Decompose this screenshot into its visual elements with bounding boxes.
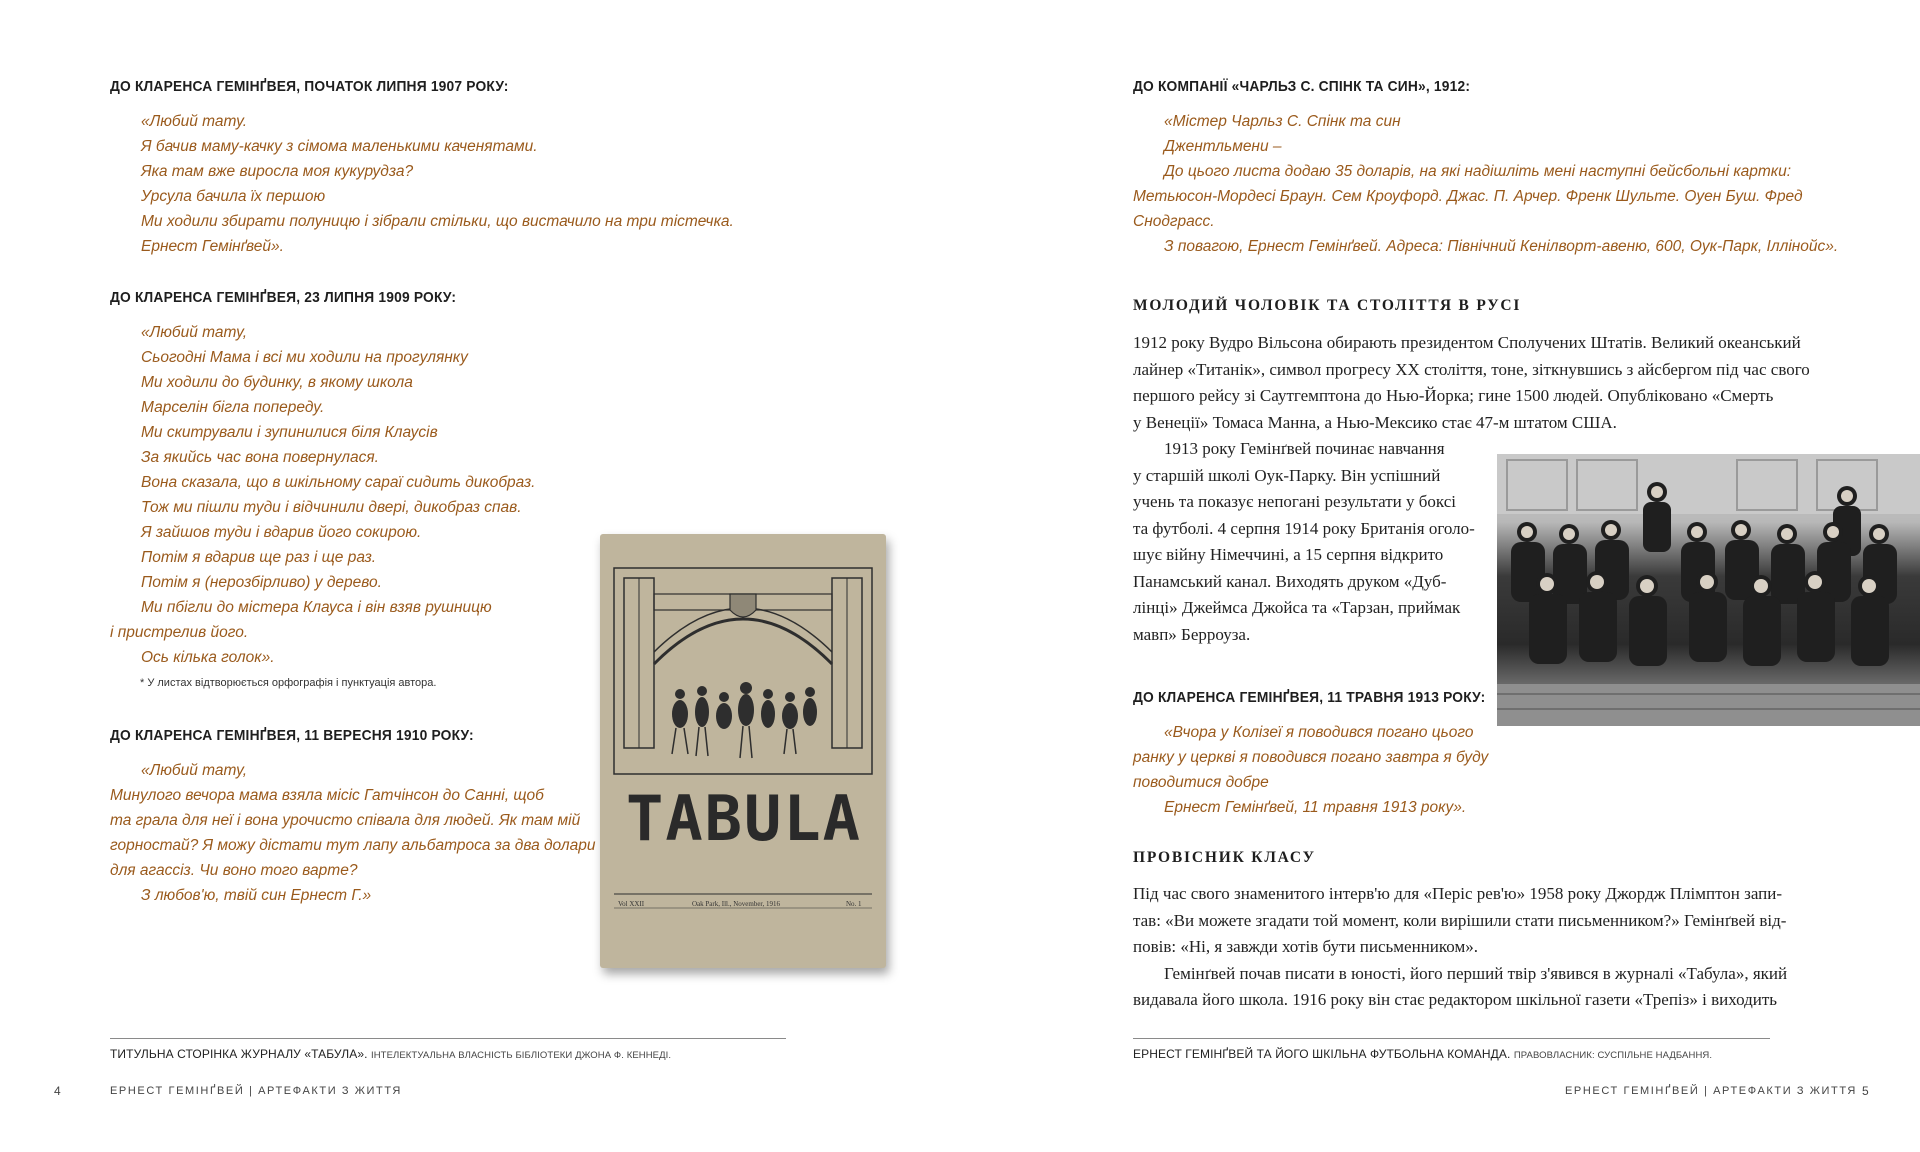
section-title: МОЛОДИЙ ЧОЛОВІК ТА СТОЛІТТЯ В РУСІ [1133,297,1522,314]
tabula-title: TABULA [626,782,862,855]
letter-line: Урсула бачила їх першою [141,188,326,205]
letter-line: Ми пбігли до містера Клауса і він взяв рушницю [141,599,492,616]
body-line: першого рейсу зі Саутгемптона до Нью-Йорка; гине 1500 людей. Опубліковано «Смерть [1133,386,1774,405]
caption-rule [110,1038,786,1039]
page-number: 5 [1862,1084,1869,1098]
letter-heading: ДО КЛАРЕНСА ГЕМІНҐВЕЯ, 11 ТРАВНЯ 1913 РОКУ: [1133,689,1486,706]
letter-line: Ернест Гемінґвей». [141,238,284,255]
body-paragraph [1133,436,1475,648]
body-line: лінці» Джеймса Джойса та «Тарзан, приймак [1133,598,1461,617]
letter-line: горностай? Я можу дістати тут лапу альбатроса за два долари [110,837,596,854]
letter-line: Ми ходили збирати полуницю і зібрали стільки, що вистачило на три тістечка. [141,213,734,230]
body-paragraph [1133,330,1810,436]
body-line: повів: «Ні, я завжди хотів бути письменником». [1133,937,1478,956]
body-line: 1913 року Гемінґвей починає навчання [1164,439,1445,458]
body-line: Під час свого знаменитого інтерв'ю для «Періс рев'ю» 1958 року Джордж Плімптон запи- [1133,884,1783,903]
letter-line: «Любий тату. [141,113,248,130]
caption-title: ТИТУЛЬНА СТОРІНКА ЖУРНАЛУ «ТАБУЛА». [110,1047,368,1061]
letter-body [1133,720,1488,820]
image-caption [110,1047,671,1061]
letter-line: «Любий тату, [141,324,248,341]
tabula-volume: Vol XXII [618,900,645,908]
body-line: видавала його школа. 1916 року він стає редактором шкільної газети «Трепіз» і виходить [1133,990,1778,1009]
letter-line: До цього листа додаю 35 доларів, на які надішліть мені наступні бейсбольні картки: [1164,163,1792,180]
letter-body [110,758,595,908]
body-line: та футболі. 4 серпня 1914 року Британія оголо- [1133,518,1475,538]
section-title: ПРОВІСНИК КЛАСУ [1133,849,1316,866]
body-line: шує війну Німеччині, а 15 серпня відкрито [1133,545,1444,564]
caption-credit: ІНТЕЛЕКТУАЛЬНА ВЛАСНІСТЬ БІБЛІОТЕКИ ДЖОНА Ф. КЕННЕДІ. [370,1050,672,1061]
letter-line: Потім я вдарив ще раз і ще раз. [141,549,377,566]
body-line: мавп» Берроуза. [1133,624,1251,644]
letter-heading: ДО КЛАРЕНСА ГЕМІНҐВЕЯ, 23 ЛИПНЯ 1909 РОКУ: [110,289,457,306]
letter-line: «Любий тату, [141,762,248,779]
letter-heading: ДО КЛАРЕНСА ГЕМІНҐВЕЯ, ПОЧАТОК ЛИПНЯ 1907 РОКУ: [110,78,509,95]
tabula-date: Oak Park, Ill., November, 1916 [692,900,780,908]
letter-line: Тож ми пішли туди і відчинили двері, дикобраз спав. [141,499,522,516]
page-number: 4 [54,1084,61,1098]
letter-line: Джентльмени – [1164,138,1282,155]
letter-body [110,109,734,259]
letter-line: для агассіз. Чи воно того варте? [110,862,358,879]
letter-line: «Містер Чарльз С. Спінк та син [1164,113,1401,130]
letter-line: Потім я (нерозбірливо) у дерево. [141,574,382,591]
letter-heading: ДО КОМПАНІЇ «ЧАРЛЬЗ С. СПІНК ТА СИН», 1912: [1133,78,1471,95]
letter-line: Ось кілька голок». [141,649,275,666]
team-photo-illustration [1497,454,1920,726]
running-head: ЕРНЕСТ ГЕМІНҐВЕЙ | АРТЕФАКТИ З ЖИТТЯ [1565,1085,1857,1097]
letter-heading: ДО КЛАРЕНСА ГЕМІНҐВЕЯ, 11 ВЕРЕСНЯ 1910 РОКУ: [110,727,474,744]
letter-line: Вона сказала, що в шкільному сараї сидить дикобраз. [141,474,536,491]
body-line: Гемінґвей почав писати в юності, його перший твір з'явився в журналі «Табула», який [1164,963,1788,983]
letter-line: Ми ходили до будинку, в якому школа [141,374,413,391]
image-caption [1133,1047,1712,1061]
tabula-number: No. 1 [846,900,862,908]
letter-body [110,320,535,670]
caption-rule [1133,1038,1770,1039]
caption-credit: ПРАВОВЛАСНИК: СУСПІЛЬНЕ НАДБАННЯ. [1513,1050,1713,1061]
letter-line: Ернест Гемінґвей, 11 травня 1913 року». [1164,799,1467,816]
letter-line: Ми скитрували і зупинилися біля Клаусів [141,424,438,441]
letter-line: За якийсь час вона повернулася. [141,449,379,466]
letter-line: ранку у церкві я поводився погано завтра я буду [1133,749,1489,766]
letter-line: «Вчора у Колізеї я поводився погано цього [1164,724,1474,741]
body-paragraph [1133,881,1788,1014]
football-team-photo [1497,454,1920,726]
letter-line: та грала для неї і вона урочисто співала для людей. Як там мій [110,812,581,829]
letter-line: поводитися добре [1133,774,1269,791]
body-line: у Венеції» Томаса Манна, а Нью-Мексико стає 47-м штатом США. [1133,412,1617,432]
letter-body [1133,109,1838,259]
letter-line: Сьогодні Мама і всі ми ходили на прогулянку [141,349,468,366]
body-line: 1912 року Вудро Вільсона обирають президентом Сполучених Штатів. Великий океанський [1133,333,1801,352]
letter-line: Яка там вже виросла моя кукурудза? [141,163,414,180]
letter-line: З повагою, Ернест Гемінґвей. Адреса: Північний Кенілворт-авеню, 600, Оук-Парк, Іллінойс». [1164,238,1839,255]
letter-line: Минулого вечора мама взяла місіс Гатчінсон до Санні, щоб [110,787,544,804]
letter-line: Марселін бігла попереду. [141,399,325,416]
letter-line: Я зайшов туди і вдарив його сокирою. [141,524,422,541]
running-head: ЕРНЕСТ ГЕМІНҐВЕЙ | АРТЕФАКТИ З ЖИТТЯ [110,1085,402,1097]
body-line: лайнер «Титанік», символ прогресу ХХ століття, тоне, зіткнувшись з айсбергом під час свого [1133,359,1810,379]
right-page [960,0,1920,1152]
body-line: тав: «Ви можете згадати той момент, коли вирішили стати письменником?» Гемінґвей від- [1133,910,1787,930]
letter-line: Метьюсон-Мордесі Браун. Сем Кроуфорд. Джас. П. Арчер. Френк Шульте. Оуен Буш. Фред [1133,188,1803,205]
letter-line: і пристрелив його. [110,624,249,641]
letter-line: Снодграсс. [1133,213,1215,230]
tabula-cover-image [600,534,886,968]
body-line: учень та показує непогані результати у боксі [1133,492,1456,511]
body-line: у старшій школі Оук-Парку. Він успішний [1133,465,1441,485]
letter-line: З любов'ю, твій син Ернест Г.» [141,887,372,904]
caption-title: ЕРНЕСТ ГЕМІНҐВЕЙ ТА ЙОГО ШКІЛЬНА ФУТБОЛЬНА КОМАНДА. [1133,1047,1511,1061]
footnote: * У листах відтворюється орфографія і пунктуація автора. [140,677,437,689]
letter-line: Я бачив маму-качку з сімома маленькими каченятами. [141,138,538,155]
body-line: Панамський канал. Виходять друком «Дуб- [1133,571,1447,591]
